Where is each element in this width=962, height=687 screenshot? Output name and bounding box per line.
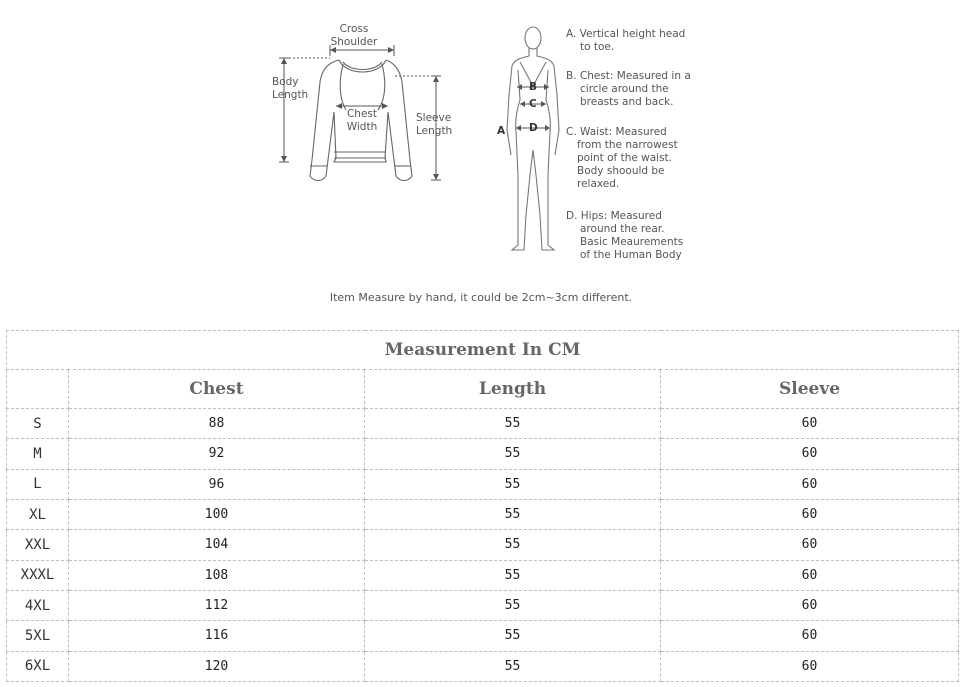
note-c-line: relaxed.	[577, 178, 620, 190]
marker-d: D	[529, 122, 538, 134]
measurement-disclaimer: Item Measure by hand, it could be 2cm~3cm different.	[329, 291, 633, 304]
table-row	[7, 408, 959, 438]
table-header-row	[7, 370, 959, 408]
note-a-line: A. Vertical height head	[566, 28, 686, 40]
sleeve-length-label	[416, 112, 452, 138]
size-cell: S	[7, 408, 69, 438]
chest-cell: 92	[69, 439, 365, 469]
length-cell: 55	[365, 439, 661, 469]
chest-cell: 88	[69, 408, 365, 438]
table-row	[7, 590, 959, 620]
chest-cell: 116	[69, 621, 365, 651]
length-cell: 55	[365, 499, 661, 529]
size-cell: 4XL	[7, 590, 69, 620]
sleeve-cell: 60	[661, 560, 959, 590]
chest-width-line-2: Width	[346, 121, 378, 133]
table-row	[7, 530, 959, 560]
table-row	[7, 560, 959, 590]
body-figure-illustration	[0, 0, 962, 280]
size-cell: 5XL	[7, 621, 69, 651]
note-b-line: circle around the	[580, 83, 669, 95]
table-row	[7, 651, 959, 681]
table-row	[7, 469, 959, 499]
length-cell: 55	[365, 408, 661, 438]
note-d-line: D. Hips: Measured	[566, 210, 662, 222]
sleeve-cell: 60	[661, 530, 959, 560]
marker-c: C	[529, 98, 537, 110]
cross-shoulder-label	[330, 23, 378, 49]
chest-cell: 108	[69, 560, 365, 590]
sleeve-cell: 60	[661, 439, 959, 469]
note-d-line: of the Human Body	[580, 249, 682, 261]
size-cell: XXXL	[7, 560, 69, 590]
body-length-line-1: Body	[272, 76, 299, 88]
body-length-line-2: Length	[272, 89, 309, 101]
note-c-line: point of the waist.	[577, 152, 673, 164]
note-d	[566, 210, 683, 262]
sleeve-cell: 60	[661, 469, 959, 499]
sleeve-cell: 60	[661, 621, 959, 651]
length-cell: 55	[365, 621, 661, 651]
header-length: Length	[365, 370, 661, 408]
table-row	[7, 621, 959, 651]
note-c-line: from the narrowest	[577, 139, 678, 151]
length-cell: 55	[365, 469, 661, 499]
note-a-line: to toe.	[580, 41, 615, 53]
measurement-diagram	[0, 0, 962, 280]
note-c	[566, 126, 678, 191]
chest-width-label	[340, 108, 384, 134]
size-chart-table	[6, 330, 959, 682]
size-cell: M	[7, 439, 69, 469]
note-b-line: breasts and back.	[580, 96, 674, 108]
sleeve-length-line-2: Length	[416, 125, 453, 137]
chest-cell: 100	[69, 499, 365, 529]
marker-b: B	[529, 81, 538, 93]
cross-shoulder-line-2: Shoulder	[330, 36, 378, 48]
size-cell: L	[7, 469, 69, 499]
table-row	[7, 499, 959, 529]
sleeve-cell: 60	[661, 408, 959, 438]
sleeve-cell: 60	[661, 651, 959, 681]
table-title-row	[7, 331, 959, 370]
chest-width-line-1: Chest	[346, 108, 378, 120]
chest-cell: 96	[69, 469, 365, 499]
note-c-line: Body shoould be	[577, 165, 665, 177]
size-cell: 6XL	[7, 651, 69, 681]
length-cell: 55	[365, 560, 661, 590]
chest-cell: 120	[69, 651, 365, 681]
note-b-line: B. Chest: Measured in a	[566, 70, 691, 82]
size-cell: XL	[7, 499, 69, 529]
sleeve-cell: 60	[661, 499, 959, 529]
note-c-line: C. Waist: Measured	[566, 126, 667, 138]
cross-shoulder-line-1: Cross	[339, 23, 369, 35]
size-cell: XXL	[7, 530, 69, 560]
chest-cell: 112	[69, 590, 365, 620]
note-d-line: Basic Meaurements	[580, 236, 684, 248]
marker-a: A	[497, 125, 506, 137]
header-sleeve: Sleeve	[661, 370, 959, 408]
table-title: Measurement In CM	[7, 331, 959, 370]
header-blank	[7, 370, 69, 408]
sleeve-cell: 60	[661, 590, 959, 620]
body-length-label	[272, 76, 308, 102]
header-chest: Chest	[69, 370, 365, 408]
length-cell: 55	[365, 590, 661, 620]
sleeve-length-line-1: Sleeve	[416, 112, 452, 124]
chest-cell: 104	[69, 530, 365, 560]
table-row	[7, 439, 959, 469]
length-cell: 55	[365, 651, 661, 681]
note-a	[566, 28, 685, 54]
note-d-line: around the rear.	[580, 223, 665, 235]
note-b	[566, 70, 691, 109]
length-cell: 55	[365, 530, 661, 560]
